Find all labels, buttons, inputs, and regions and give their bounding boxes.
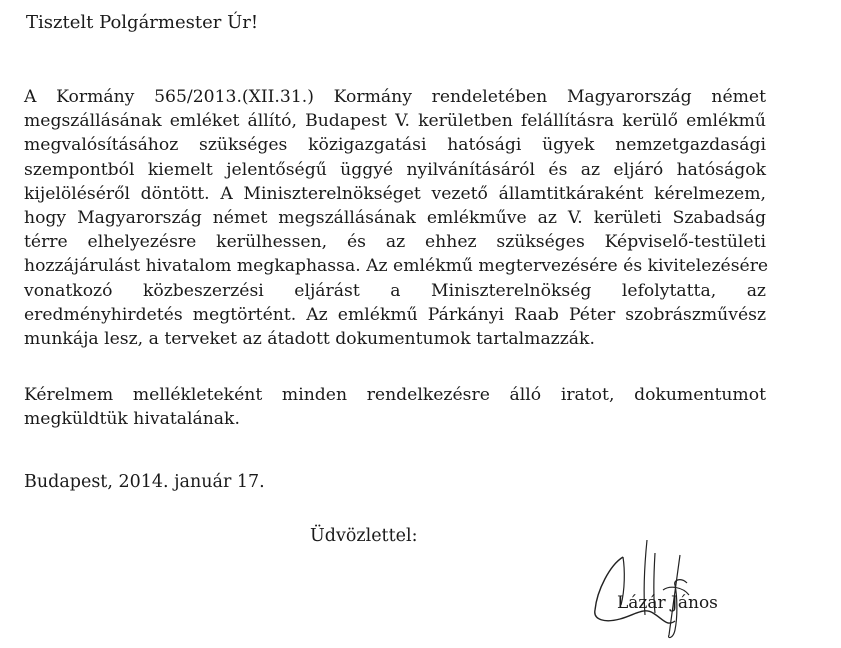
place-and-date: Budapest, 2014. január 17.	[24, 472, 265, 492]
paragraph-line: A Kormány 565/2013.(XII.31.) Kormány rendeletében Magyarország német	[24, 87, 766, 107]
paragraph-line: vonatkozó közbeszerzési eljárást a Miniszterelnökség lefolytatta, az	[24, 280, 766, 301]
signature-icon	[585, 535, 725, 640]
salutation: Tisztelt Polgármester Úr!	[26, 12, 259, 33]
closing-greeting: Üdvözlettel:	[310, 526, 418, 546]
paragraph-line: megküldtük hivatalának.	[24, 409, 240, 430]
paragraph-attachments	[24, 383, 766, 431]
paragraph-line: térre elhelyezésre kerülhessen, és az ehhez szükséges Képviselő-testületi	[24, 232, 766, 253]
paragraph-request	[24, 85, 769, 351]
paragraph-line: szempontból kiemelt jelentőségű üggyé nyilvánításáról és az eljáró hatóságok	[24, 159, 766, 180]
paragraph-line: hozzájárulást hivatalom megkaphassa. Az emlékmű megtervezésére és kivitelezésére	[24, 256, 769, 277]
signer-name: Lázár János	[617, 593, 718, 613]
paragraph-line: megszállásának emléket állító, Budapest V. kerületben felállításra kerülő emlékmű	[24, 111, 766, 132]
paragraph-line: munkája lesz, a terveket az átadott dokumentumok tartalmazzák.	[24, 329, 595, 350]
paragraph-line: megvalósításához szükséges közigazgatási hatósági ügyek nemzetgazdasági	[24, 135, 766, 156]
paragraph-line: Kérelmem mellékleteként minden rendelkezésre álló iratot, dokumentumot	[24, 385, 766, 405]
paragraph-line: eredményhirdetés megtörtént. Az emlékmű Párkányi Raab Péter szobrászművész	[24, 304, 766, 325]
paragraph-line: hogy Magyarország német megszállásának emlékműve az V. kerületi Szabadság	[24, 208, 766, 229]
paragraph-line: kijelöléséről döntött. A Miniszterelnökséget vezető államtitkáraként kérelmezem,	[24, 183, 766, 204]
